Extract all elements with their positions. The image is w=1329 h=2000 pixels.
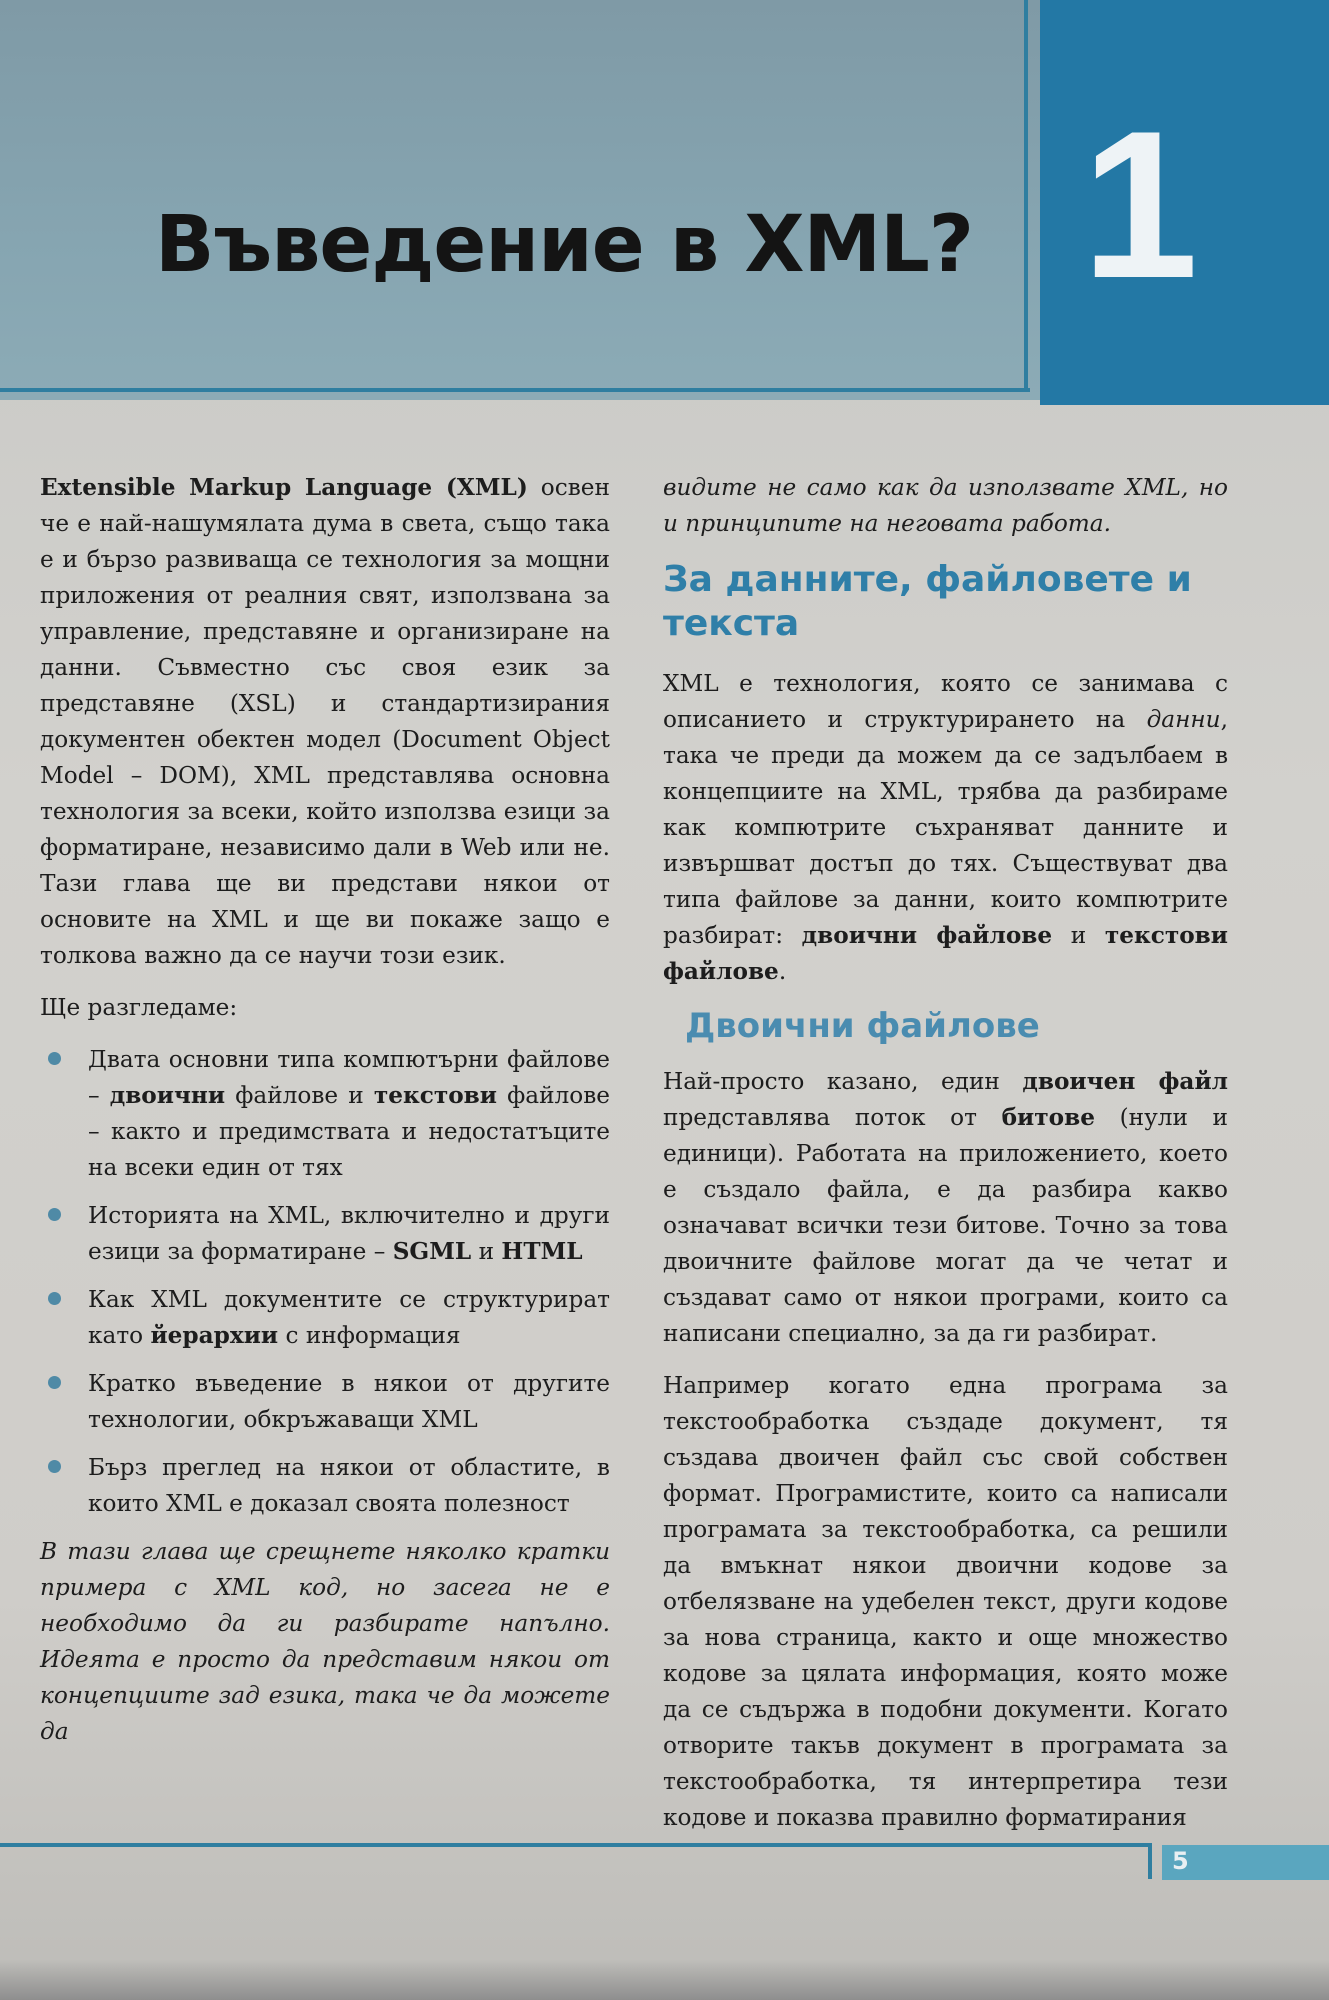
bullet-icon xyxy=(48,1052,61,1065)
list-item: Кратко въведение в някои от другите технологии, обкръжаващи XML xyxy=(40,1366,610,1438)
page-title: Въведение в XML? xyxy=(155,200,974,290)
example-paragraph: Например когато една програма за текстообработка създаде документ, тя създава двоичен файл със свой собствен формат. Програмистите, които са написали програмата за текстообработка, са решили да вмъкнат някои двоични кодове за отбелязване на удебелен текст, други кодове за нова страница, както и още множество кодове за цялата информация, която може да се съдържа в подобни документи. Когато отворите такъв документ в програмата за текстообработка, тя интерпретира тези кодове и показва правилно форматирания xyxy=(663,1372,1228,1831)
section-paragraph: XML е технология, която се занимава с описанието и структурирането на данни, така че преди да можем да се задълбаем в концепциите на XML, трябва да разбираме как компютрите съхраняват данните и извършват достъп до тях. Съществуват два типа файлове за данни, които компютрите разбират: двоични файлове и текстови файлове. xyxy=(663,670,1228,985)
bullet-icon xyxy=(48,1208,61,1221)
footer-rule-vertical xyxy=(1148,1843,1152,1879)
subsection-heading: Двоични файлове xyxy=(685,1006,1040,1046)
list-item: Историята на XML, включително и други езици за форматиране – SGML и HTML xyxy=(40,1198,610,1270)
footer-rule xyxy=(0,1843,1150,1847)
chapter-number: 1 xyxy=(1081,87,1199,322)
list-item: Бърз преглед на някои от областите, в които XML е доказал своята полезност xyxy=(40,1450,610,1522)
header-divider xyxy=(0,388,1030,392)
bullet-icon xyxy=(48,1292,61,1305)
list-item: Как XML документите се структурират като йерархии с информация xyxy=(40,1282,610,1354)
list-intro: Ще разгледаме: xyxy=(40,994,238,1021)
header-divider-vertical xyxy=(1024,0,1028,392)
list-item: Двата основни типа компютърни файлове – двоични файлове и текстови файлове – както и предимствата и недостатъците на всеки един от тях xyxy=(40,1042,610,1186)
intro-paragraph: Extensible Markup Language (XML) освен че е най-нашумялата дума в света, също така е и бързо развиваща се технология за мощни приложения от реалния свят, използвана за управление, представяне и организиране на данни. Съвместно със своя език за представяне (XSL) и стандартизирания документен обектен модел (Document Object Model – DOM), XML представлява основна технология за всеки, който използва езици за форматиране, независимо дали в Web или не. Тази глава ще ви представи някои от основите на XML и ще ви покаже защо е толкова важно да се научи този език. xyxy=(40,474,610,969)
italic-note: В тази глава ще срещнете няколко кратки примера с XML код, но засега не е необходимо да ги разбирате напълно. Идеята е просто да представим някои от концепциите зад езика, така че да можете да xyxy=(40,1538,610,1745)
left-column xyxy=(40,470,610,1766)
binary-files-paragraph: Най-просто казано, един двоичен файл представлява поток от битове (нули и единици). Работата на приложението, което е създало файла, е да разбира какво означават всички тези битове. Точно за това двоичните файлове могат да че четат и създават само от някои програми, които са написани специално, за да ги разбират. xyxy=(663,1068,1228,1347)
italic-note-continued: видите не само как да използвате XML, но и принципите на неговата работа. xyxy=(663,474,1228,537)
page-number: 5 xyxy=(1172,1847,1189,1875)
intro-term: Extensible Markup Language (XML) xyxy=(40,474,528,501)
bullet-icon xyxy=(48,1460,61,1473)
section-heading: За данните, файловете и текста xyxy=(663,559,1192,644)
topics-list xyxy=(40,1042,610,1522)
bullet-icon xyxy=(48,1376,61,1389)
right-column xyxy=(663,470,1228,1852)
page-edge-shadow xyxy=(0,1960,1329,2000)
